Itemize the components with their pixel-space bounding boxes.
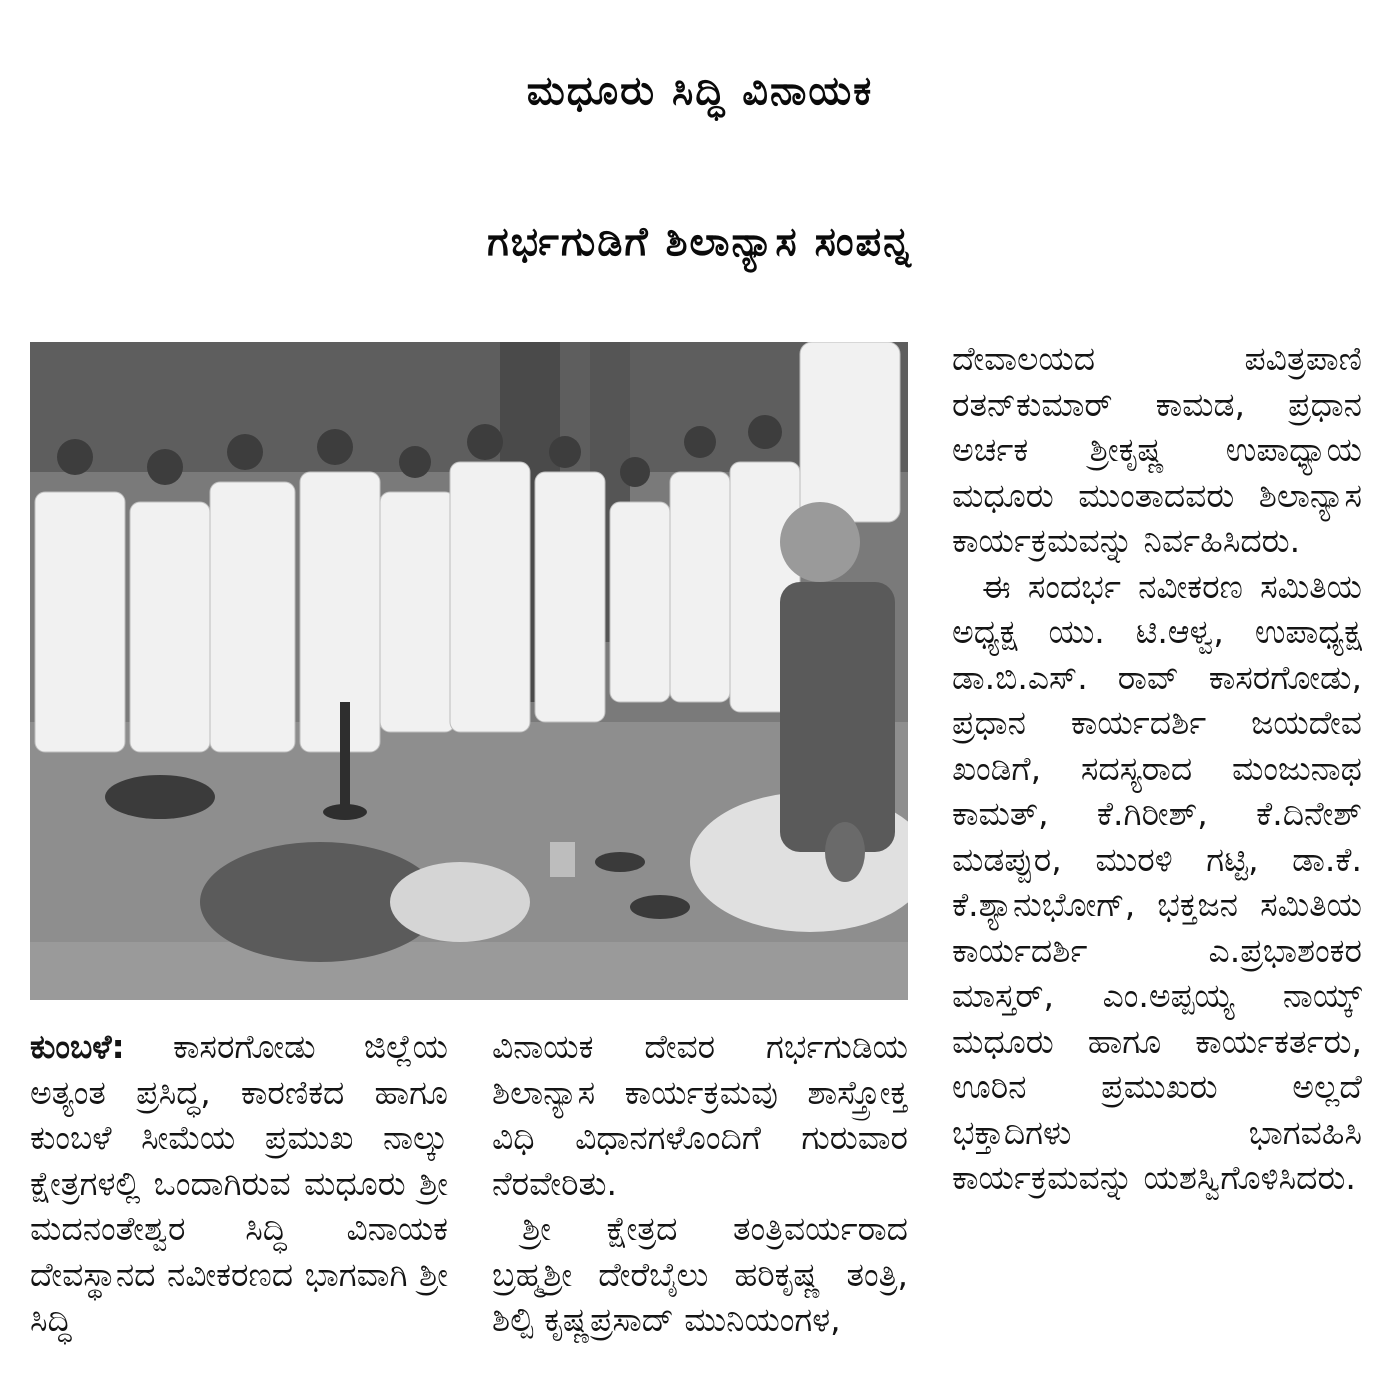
column-2-paragraph-1: ವಿನಾಯಕ ದೇವರ ಗರ್ಭಗುಡಿಯ ಶಿಲಾನ್ಯಾಸ ಕಾರ್ಯಕ್ರಮವು ಶಾಸ್ತ್ರೋಕ್ತ ವಿಧಿ ವಿಧಾನಗಳೊಂದಿಗೆ ಗುರುವಾರ ನೆರವೇರಿತು.: [492, 1027, 908, 1203]
news-photo: [30, 342, 908, 1000]
article-column-3: [952, 336, 1362, 1201]
column-2-paragraph-2: ಶ್ರೀ ಕ್ಷೇತ್ರದ ತಂತ್ರಿವರ್ಯರಾದ ಬ್ರಹ್ಮಶ್ರೀ ದೇರೆಬೈಲು ಹರಿಕೃಷ್ಣ ತಂತ್ರಿ, ಶಿಲ್ಪಿ ಕೃಷ್ಣಪ್ರಸಾದ್ ಮುನಿಯಂಗಳ,: [492, 1209, 908, 1339]
headline-line-1: ಮಧೂರು ಸಿದ್ಧಿ ವಿನಾಯಕ: [526, 68, 874, 114]
column-1-text: ಕಾಸರಗೋಡು ಜಿಲ್ಲೆಯ ಅತ್ಯಂತ ಪ್ರಸಿದ್ಧ, ಕಾರಣಿಕದ ಹಾಗೂ ಕುಂಬಳೆ ಸೀಮೆಯ ಪ್ರಮುಖ ನಾಲ್ಕು ಕ್ಷೇತ್ರಗಳಲ್ಲಿ ಒಂದಾಗಿರುವ ಮಧೂರು ಶ್ರೀ ಮದನಂತೇಶ್ವರ ಸಿದ್ಧಿ ವಿನಾಯಕ ದೇವಸ್ಥಾನದ ನವೀಕರಣದ ಭಾಗವಾಗಿ ಶ್ರೀ ಸಿದ್ಧಿ: [30, 1027, 448, 1339]
headline-line-2: ಗರ್ಭಗುಡಿಗೆ ಶಿಲಾನ್ಯಾಸ ಸಂಪನ್ನ: [487, 219, 913, 265]
article-column-1: [30, 1024, 448, 1343]
article-column-2: [492, 1024, 908, 1343]
column-3-paragraph-2: ಈ ಸಂದರ್ಭ ನವೀಕರಣ ಸಮಿತಿಯ ಅಧ್ಯಕ್ಷ ಯು. ಟಿ.ಆಳ್ವ, ಉಪಾಧ್ಯಕ್ಷ ಡಾ.ಬಿ.ಎಸ್. ರಾವ್ ಕಾಸರಗೋಡು, ಪ್ರಧಾನ ಕಾರ್ಯದರ್ಶಿ ಜಯದೇವ ಖಂಡಿಗೆ, ಸದಸ್ಯರಾದ ಮಂಜುನಾಥ ಕಾಮತ್, ಕೆ.ಗಿರೀಶ್, ಕೆ.ದಿನೇಶ್ ಮಡಪ್ಪುರ, ಮುರಳಿ ಗಟ್ಟಿ, ಡಾ.ಕೆ. ಕೆ.ಶ್ಯಾನುಭೋಗ್, ಭಕ್ತಜನ ಸಮಿತಿಯ ಕಾರ್ಯದರ್ಶಿ ಎ.ಪ್ರಭಾಶಂಕರ ಮಾಸ್ತರ್, ಎಂ.ಅಪ್ಪಯ್ಯ ನಾಯ್ಕ್ ಮಧೂರು ಹಾಗೂ ಕಾರ್ಯಕರ್ತರು, ಊರಿನ ಪ್ರಮುಖರು ಅಲ್ಲದೆ ಭಕ್ತಾದಿಗಳು ಭಾಗವಹಿಸಿ ಕಾರ್ಯಕ್ರಮವನ್ನು ಯಶಸ್ವಿಗೊಳಿಸಿದರು.: [952, 566, 1362, 1197]
column-3-paragraph-1: ದೇವಾಲಯದ ಪವಿತ್ರಪಾಣಿ ರತನ್‌ಕುಮಾರ್ ಕಾಮಡ, ಪ್ರಧಾನ ಅರ್ಚಕ ಶ್ರೀಕೃಷ್ಣ ಉಪಾಧ್ಯಾಯ ಮಧೂರು ಮುಂತಾದವರು ಶಿಲಾನ್ಯಾಸ ಕಾರ್ಯಕ್ರಮವನ್ನು ನಿರ್ವಹಿಸಿದರು.: [952, 339, 1362, 560]
dateline: ಕುಂಬಳೆ:: [30, 1027, 125, 1066]
